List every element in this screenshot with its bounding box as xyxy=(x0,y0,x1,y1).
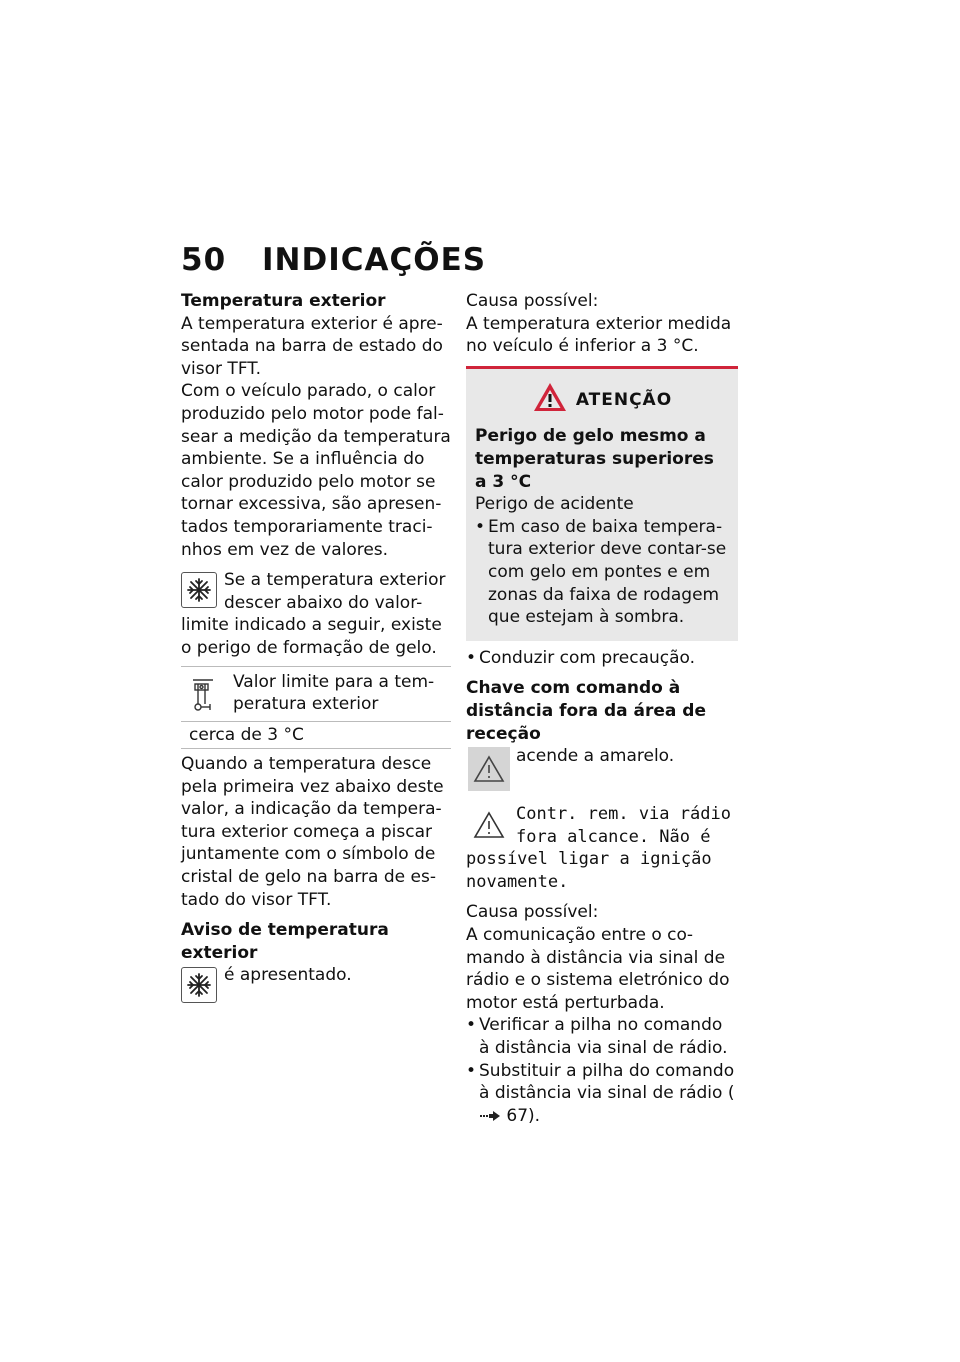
page-reference-link[interactable]: 67 xyxy=(506,1105,529,1126)
page-title: INDICAÇÕES xyxy=(262,242,487,278)
snowflake-icon xyxy=(181,572,217,608)
warning-triangle-icon xyxy=(532,381,568,420)
arrow-right-icon xyxy=(479,1106,501,1126)
table-header xyxy=(181,667,451,722)
right-column xyxy=(466,290,738,1127)
warning-title: ATENÇÃO xyxy=(575,389,673,410)
paragraph: é apresentado. xyxy=(224,965,352,986)
table-value: cerca de 3 °C xyxy=(189,724,304,745)
warning-bullet: • Em caso de baixa temperatura exterior deve contar-se com gelo em pontes e em zonas da faixa de rodagem que estejam à sombra. xyxy=(475,516,729,629)
table-header-text: Valor limite para a temperatura exterior xyxy=(233,671,435,715)
thermometer-icon xyxy=(183,673,223,715)
warning-triangle-icon xyxy=(468,747,510,791)
paragraph: acende a amarelo. xyxy=(516,746,675,767)
limit-value-table xyxy=(181,666,451,750)
warning-risk: Perigo de acidente xyxy=(475,494,634,515)
warning-title-row xyxy=(475,381,729,420)
paragraph: A temperatura exterior é apresentada na barra de estado do visor TFT. xyxy=(181,313,443,379)
remote-key-message-block xyxy=(466,803,738,893)
section-heading-remote-key: Chave com comando à distância fora da área de receção xyxy=(466,678,706,744)
warning-subtitle: Perigo de gelo mesmo a temperaturas superiores a 3 °C xyxy=(475,426,714,492)
cause-text: A temperatura exterior medida no veículo é inferior a 3 °C. xyxy=(466,313,732,357)
outside-temp-warning-block xyxy=(181,964,451,1005)
cause-label: Causa possível: xyxy=(466,902,599,923)
remote-key-indicator-block xyxy=(466,745,738,793)
bullet-text: Substituir a pilha do comando à distância via sinal de rádio ( xyxy=(479,1060,735,1104)
display-message: Contr. rem. via rádio fora alcance. Não é possível ligar a ignição novamente. xyxy=(466,804,731,892)
section-heading-outside-temp-warning: Aviso de temperatura exterior xyxy=(181,920,389,963)
warning-box xyxy=(466,366,738,641)
cause-text: A comunicação entre o comando à distância via sinal de rádio e o sistema eletrónico do motor está perturbada. xyxy=(466,925,730,1013)
section-heading-outside-temp: Temperatura exterior xyxy=(181,291,386,311)
bullet-item: • Verificar a pilha no comando à distância via sinal de rádio. xyxy=(466,1014,738,1059)
snowflake-icon xyxy=(181,967,217,1003)
paragraph: Se a temperatura exterior descer abaixo do valor-limite indicado a seguir, existe o perigo de formação de gelo. xyxy=(181,570,446,658)
bullet-item: • Conduzir com precaução. xyxy=(466,647,738,670)
cause-label: Causa possível: xyxy=(466,291,599,311)
paragraph: Quando a temperatura desce pela primeira vez abaixo deste valor, a indicação da temperatura exterior começa a piscar juntamente com o símbolo de cristal de gelo na barra de estado do visor TFT. xyxy=(181,754,444,910)
paragraph: Com o veículo parado, o calor produzido pelo motor pode falsear a medição da temperatura ambiente. Se a influência do calor produzido pelo motor se tornar excessiva, são apresentados temporariamente tracinhos em vez de valores. xyxy=(181,381,451,560)
bullet-item xyxy=(466,1060,738,1128)
ice-warning-block xyxy=(181,569,451,659)
left-column xyxy=(181,290,451,1005)
warning-triangle-icon xyxy=(468,805,510,845)
bullet-text: ). xyxy=(528,1105,541,1126)
page-number: 50 xyxy=(181,242,227,278)
